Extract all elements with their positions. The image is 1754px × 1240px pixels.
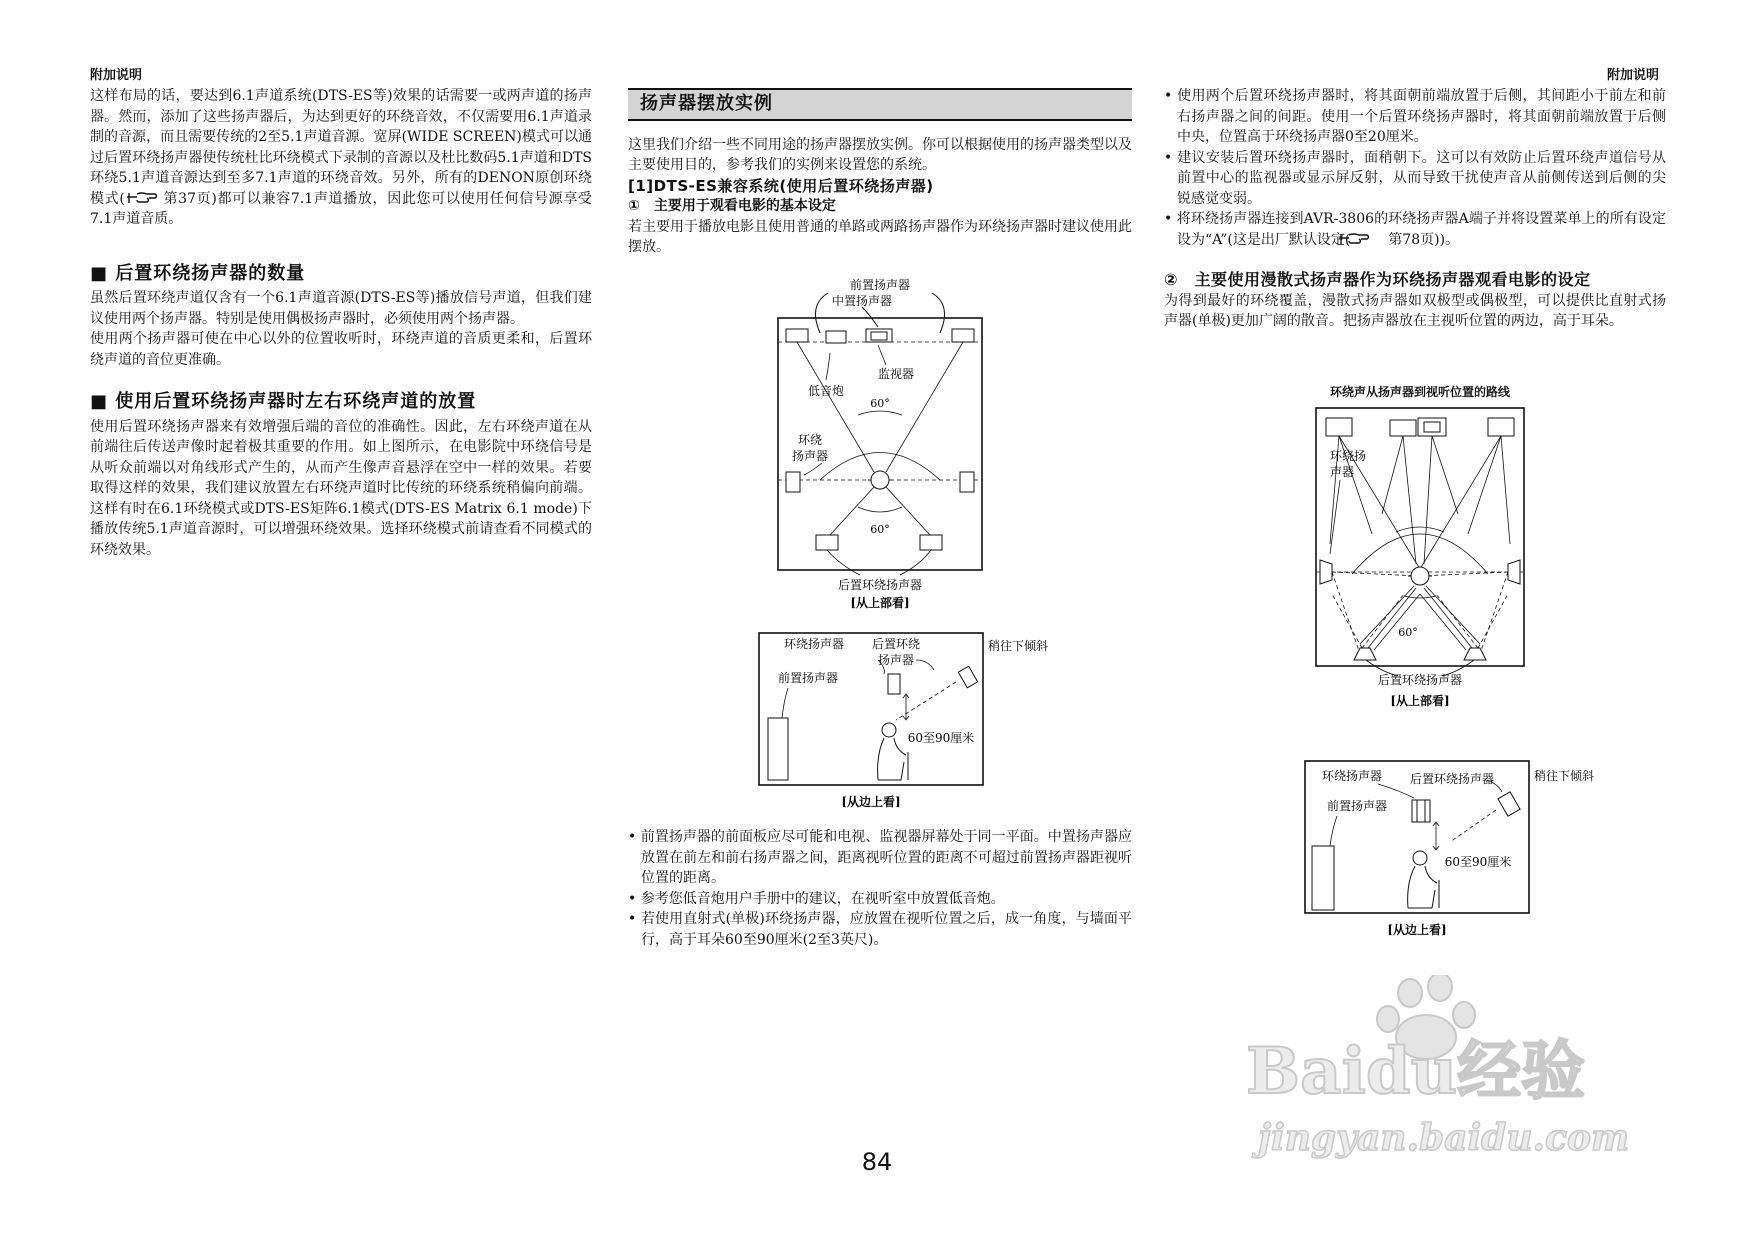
left-column	[90, 86, 592, 560]
middle-column	[628, 88, 1132, 258]
section-banner: 扬声器摆放实例	[628, 88, 1132, 121]
watermark-logo: Baidu经验	[1246, 1034, 1586, 1109]
bullet-direct-surround: • 若使用直射式(单极)环绕扬声器，应放置在视听位置之后，成一角度，与墙面平行，高于耳朵60至90厘米(2至3英尺)。	[628, 909, 1132, 950]
header-right: 附加说明	[1607, 68, 1660, 83]
speaker-layout-top-view-diagram	[770, 275, 990, 615]
caption-top-view: [从上部看]	[850, 596, 910, 610]
rear-left-speaker	[816, 535, 838, 550]
diagram-title-route: 环绕声从扬声器到视听位置的路线	[1329, 385, 1510, 399]
pointing-hand-icon	[1350, 232, 1388, 246]
caption-side-view-r: [从边上看]	[1387, 923, 1447, 937]
watermark-url: jingyan.baidu.com	[1258, 1117, 1630, 1159]
baidu-jingyan-watermark	[1240, 975, 1660, 1175]
label-height-r: 60至90厘米	[1444, 855, 1512, 869]
center-speaker-r	[1390, 420, 1416, 436]
dipole-left-speaker	[1320, 560, 1332, 584]
rear-speaker-side-r	[1498, 792, 1520, 816]
intro-text-1: 这样布局的话，要达到6.1声道系统(DTS-ES等)效果的话需要一或两声道的扬声器。然而，添加了这些扬声器后，为达到更好的环绕音效，不仅需要用6.1声道录制的音源，而且需要传统的2至5.1声道音源。宽屏(WIDE SCREEN)模式可以通过后置环绕扬声器使传统杜比环绕模式下录制的音源以及杜比数码5.1声道和DTS环绕5.1声道音源达到至多7.1声道的环绕音效。另外，所有的DENON原创环绕模式(	[90, 88, 592, 207]
label-tilt-r: 稍往下倾斜	[1533, 769, 1595, 783]
label-rear-speaker-r: 后置环绕扬声器	[1409, 772, 1495, 786]
label-surround-line2: 扬声器	[791, 449, 829, 463]
front-speaker-side-r	[1312, 846, 1334, 910]
intro-text-2: 第37页)都可以兼容7.1声道播放，因此您可以使用任何信号源享受7.1声道音质。	[90, 190, 592, 227]
pointing-hand-icon	[125, 191, 163, 205]
label-rear-surround: 后置环绕扬声器	[837, 578, 923, 592]
front-left-speaker	[786, 329, 808, 342]
front-left-speaker-r	[1326, 418, 1352, 436]
intro-paragraph	[90, 86, 592, 230]
front-speaker-side	[768, 718, 788, 780]
label-rear-line1: 后置环绕	[871, 637, 921, 651]
surround-right-speaker	[960, 472, 974, 492]
front-right-speaker	[952, 329, 974, 342]
rear-right-speaker	[920, 535, 942, 550]
surround-speaker-side	[888, 674, 900, 694]
section-title-placement: ■ 使用后置环绕扬声器时左右环绕声道的放置	[90, 391, 477, 412]
diffuse-layout-top-view-diagram	[1312, 404, 1528, 724]
listener-head-side	[882, 723, 896, 737]
rear-count-paragraph-2: 使用两个扬声器可使在中心以外的位置收听时，环绕声道的音质更柔和，后置环绕声道的音位更准确。	[90, 331, 592, 368]
subsection-title-dts-es: [1]DTS-ES兼容系统(使用后置环绕扬声器)	[628, 176, 934, 195]
front-right-speaker-r	[1488, 418, 1514, 436]
surround-left-speaker	[786, 472, 800, 492]
connect-text-1: 将环绕扬声器连接到AVR-3806的环绕扬声器A端子并将设置菜单上的所有设定设为“A”(这是出厂默认设定(	[1176, 211, 1666, 248]
label-surround-line1: 环绕	[797, 433, 823, 447]
middle-bullets	[628, 827, 1132, 950]
basic-setting-text: 若主要用于播放电影且使用普通的单路或两路扬声器作为环绕扬声器时建议使用此摆放。	[628, 218, 1132, 255]
right-column	[1164, 86, 1666, 332]
label-angle-rear: 60°	[870, 523, 890, 536]
examples-intro: 这里我们介绍一些不同用途的扬声器摆放实例。你可以根据使用的扬声器类型以及主要使用目的，参考我们的实例来设置您的系统。	[628, 136, 1132, 173]
listener-head	[871, 471, 889, 489]
diffuse-speakers-text: 为得到最好的环绕覆盖，漫散式扬声器如双极型或偶极型，可以提供比直射式扬声器(单极)更加广阔的散音。把扬声器放在主视听位置的两边，高于耳朵。	[1164, 292, 1666, 329]
bullet-subwoofer: • 参考您低音炮用户手册中的建议，在视听室中放置低音炮。	[628, 889, 1132, 910]
rear-count-paragraph-1: 虽然后置环绕声道仅含有一个6.1声道音源(DTS-ES等)播放信号声道，但我们建议使用两个扬声器。特别是使用偶极扬声器时，必须使用两个扬声器。	[90, 290, 592, 327]
label-surround-r-line2: 声器	[1329, 465, 1355, 479]
connect-text-2: 第78页))。	[1388, 231, 1460, 248]
label-rear-line2: 扬声器	[877, 653, 915, 667]
rear-speaker-side	[958, 666, 977, 688]
page-number: 84	[861, 1148, 893, 1176]
dipole-rear-left	[1354, 648, 1376, 660]
header-left: 附加说明	[90, 68, 143, 83]
dipole-right-speaker	[1508, 560, 1520, 584]
caption-side-view: [从边上看]	[841, 795, 901, 809]
label-center-speaker: 中置扬声器	[831, 294, 893, 308]
speaker-layout-side-view-diagram	[756, 630, 1056, 810]
label-surround-speaker-r: 环绕扬声器	[1321, 769, 1383, 783]
label-height: 60至90厘米	[907, 731, 975, 745]
monitor-r	[1418, 418, 1446, 436]
bullet-connect-avr	[1164, 209, 1666, 250]
caption-top-view-r: [从上部看]	[1390, 694, 1450, 708]
diffuse-layout-side-view-diagram	[1302, 758, 1602, 938]
listener-head-r	[1411, 567, 1429, 585]
label-tilt: 稍往下倾斜	[987, 639, 1049, 653]
label-surround-speaker: 环绕扬声器	[783, 637, 845, 651]
label-rear-r: 后置环绕扬声器	[1377, 673, 1463, 687]
label-front-speaker-side: 前置扬声器	[777, 671, 839, 685]
subwoofer	[826, 331, 846, 343]
bullet-front-panel: • 前置扬声器的前面板应尽可能和电视、监视器屏幕处于同一平面。中置扬声器应放置在前左和前右扬声器之间，距离视听位置的距离不可超过前置扬声器距视听位置的距离。	[628, 827, 1132, 889]
label-subwoofer: 低音炮	[807, 384, 845, 398]
label-surround-r-line1: 环绕扬	[1329, 449, 1367, 463]
dipole-speaker-side	[1412, 800, 1430, 822]
label-monitor: 监视器	[877, 367, 915, 381]
bullet-install-downward: • 建议安装后置环绕扬声器时，面稍朝下。这可以有效防止后置环绕声道信号从前置中心的监视器或显示屏反射，从而导致干扰使声音从前侧传送到后侧的尖锐感觉变弱。	[1164, 148, 1666, 210]
section-title-rear-count: ■ 后置环绕扬声器的数量	[90, 262, 306, 284]
label-angle-front: 60°	[870, 397, 890, 410]
listener-head-side-r	[1413, 851, 1427, 865]
dipole-rear-right	[1464, 648, 1486, 660]
placement-paragraph: 使用后置环绕扬声器来有效增强后端的音位的准确性。因此，左右环绕声道在从前端往后传送声像时起着极其重要的作用。如上图所示，在电影院中环绕信号是从听众前端以对角线形式产生的，从而产生像声音悬浮在空中一样的效果。若要取得这样的效果，我们建议放置左右环绕声道时比传统的环绕系统稍偏向前端。这样有时在6.1环绕模式或DTS-ES矩阵6.1模式(DTS-ES Matrix 6.1 mode)下播放传统5.1声道音源时，可以增强环绕效果。选择环绕模式前请查看不同模式的环绕效果。	[90, 418, 592, 558]
label-angle-r: 60°	[1398, 626, 1418, 639]
label-front-speaker: 前置扬声器	[849, 278, 911, 292]
label-front-speaker-r: 前置扬声器	[1326, 799, 1388, 813]
subsection-diffuse-speakers: ② 主要使用漫散式扬声器作为环绕扬声器观看电影的设定	[1164, 270, 1591, 289]
subsection-basic-setting: ① 主要用于观看电影的基本设定	[628, 198, 836, 214]
bullet-two-rear-speakers: • 使用两个后置环绕扬声器时，将其面朝前端放置于后侧，其间距小于前左和前右扬声器之间的间距。使用一个后置环绕扬声器时，将其面朝前端放置于后侧中央，位置高于环绕扬声器0至20厘米。	[1164, 86, 1666, 148]
